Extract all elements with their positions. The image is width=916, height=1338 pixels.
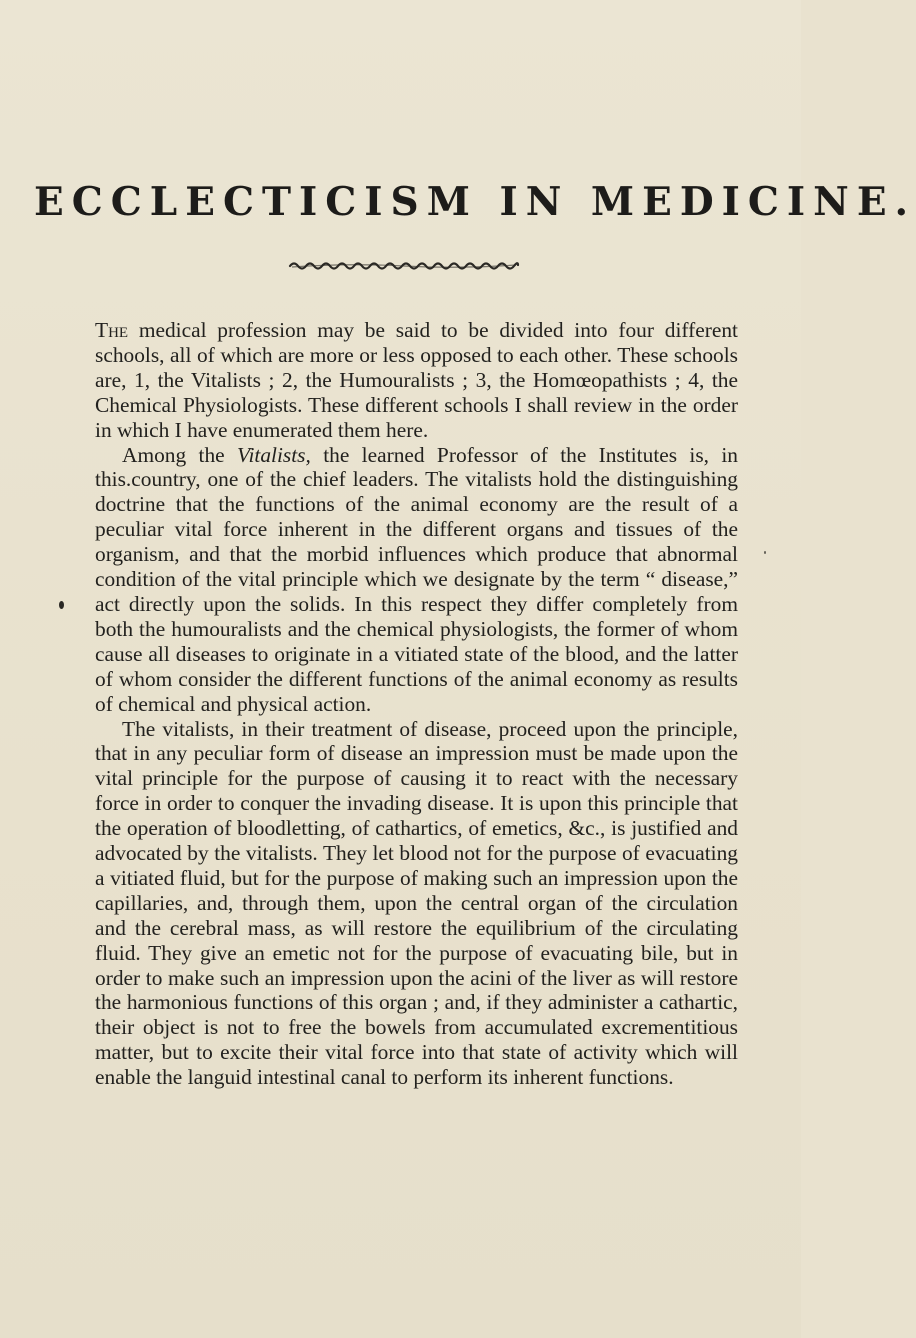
paragraph-2-text: the learned Professor of the Institutes is, in this.country, one of the chief leaders. The vitalists hold the distinguishing doctrine that the functions of the animal economy are the result of a peculiar vital force inherent in the different organs and tissues of the organism, and that the morbid influences which produce that abnormal condition of the vital principle which we designate by the term “ disease,” act directly upon the solids. In this respect they differ completely from both the humouralists and the chemical physiologists, the former of whom cause all diseases to originate in a vitiated state of the blood, and the latter of whom consider the different functions of the animal economy as results of chemical and physical action.: [95, 442, 738, 716]
paragraph-3-text: The vitalists, in their treatment of disease, proceed upon the principle, that in any peculiar form of disease an impression must be made upon the vital principle for the purpose of causing it to react with the necessary force in order to conquer the invading disease. It is upon this principle that the operation of bloodletting, of cathartics, of emetics, &c., is justified and advocated by the vitalists. They let blood not for the purpose of evacuating a vitiated fluid, but for the purpose of making such an impression upon the capillaries, and, through them, upon the central organ of the circulation and the cerebral mass, as will restore the equilibrium of the circulating fluid. They give an emetic not for the purpose of evacuating bile, but in order to make such an impression upon the acini of the liver as will restore the harmonious functions of this organ ; and, if they administer a cathartic, their object is not to free the bowels from accumulated excrementitious matter, but to excite their vital force into that state of activity which will enable the languid intestinal canal to perform its inherent functions.: [95, 716, 738, 1090]
paragraph-2: [95, 443, 738, 717]
ink-speck: [59, 601, 64, 609]
paragraph-2-italic: Vitalists,: [236, 442, 311, 467]
wavy-rule-ornament: [288, 259, 520, 273]
ink-speck: [764, 551, 766, 554]
paragraph-2-before: Among the: [122, 442, 237, 467]
paragraph-1: [95, 318, 738, 443]
article-body: [95, 318, 738, 1090]
paragraph-3: [95, 717, 738, 1091]
paragraph-1-lead: The: [95, 318, 129, 342]
paragraph-1-text: medical profession may be said to be divided into four different schools, all of which are more or less opposed to each other. These schools are, 1, the Vitalists ; 2, the Humouralists ; 3, the Homœopathists ; 4, the Chemical Physiologists. These different schools I shall review in the order in which I have enumerated them here.: [95, 318, 738, 442]
chapter-title: ECCLECTICISM IN MEDICINE.: [34, 179, 916, 225]
